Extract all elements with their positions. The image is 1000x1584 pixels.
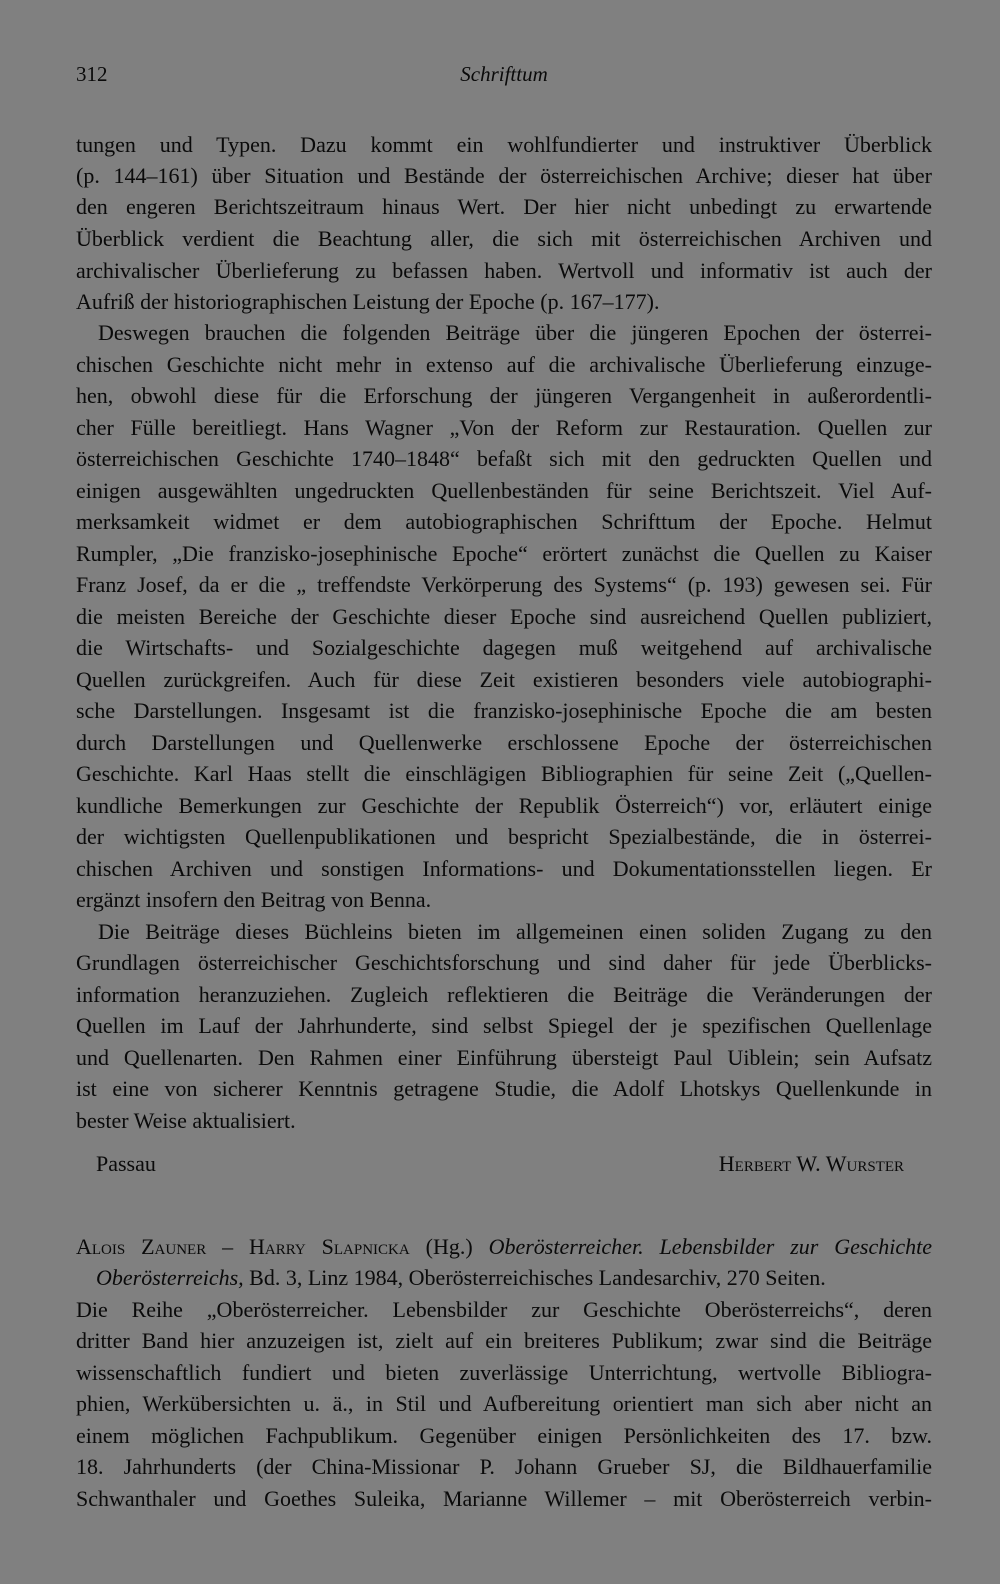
review-book-title: Oberösterreicher. Lebensbilder zur Geschichte <box>488 1234 932 1259</box>
text-line: merksamkeit widmet er dem autobiographischen Schrifttum der Epoche. Helmut <box>76 509 932 534</box>
text-line: durch Darstellungen und Quellenwerke erschlossene Epoche der österreichischen <box>76 730 932 755</box>
text-line: Grundlagen österreichischer Geschichtsforschung und sind daher für jede Überblicks- <box>76 950 932 975</box>
text-line: cher Fülle bereitliegt. Hans Wagner „Von der Reform zur Restauration. Quellen zur <box>76 415 932 440</box>
text-line: tungen und Typen. Dazu kommt ein wohlfundierter und instruktiver Überblick <box>76 132 932 157</box>
text-line: die Wirtschafts- und Sozialgeschichte dagegen muß weitgehend auf archivalische <box>76 635 932 660</box>
page-number: 312 <box>76 62 108 86</box>
text-line: phien, Werkübersichten u. ä., in Stil und Aufbereitung orientiert man sich aber nicht an <box>76 1391 932 1416</box>
text-line: kundliche Bemerkungen zur Geschichte der Republik Österreich“) vor, erläutert einige <box>76 793 932 818</box>
text-line: Schwanthaler und Goethes Suleika, Marianne Willemer – mit Oberösterreich verbin- <box>76 1486 932 1511</box>
running-head <box>76 62 932 92</box>
publication-info: Bd. 3, Linz 1984, Oberösterreichisches Landesarchiv, 270 Seiten. <box>243 1265 826 1290</box>
text-line: den engeren Berichtszeitraum hinaus Wert. Der hier nicht unbedingt zu erwartende <box>76 194 932 219</box>
editor-note: (Hg.) <box>409 1234 489 1259</box>
review-place: Passau <box>96 1151 156 1176</box>
review-authors: Alois Zauner – Harry Slapnicka <box>76 1234 410 1259</box>
text-line: chischen Geschichte nicht mehr in extenso auf die archivalische Überlieferung einzuge- <box>76 352 932 377</box>
text-line: Quellen zurückgreifen. Auch für diese Zeit existieren besonders viele autobiographi- <box>76 667 932 692</box>
text-line: Überblick verdient die Beachtung aller, die sich mit österreichischen Archiven und <box>76 226 932 251</box>
text-line: sche Darstellungen. Insgesamt ist die franzisko-josephinische Epoche die am besten <box>76 698 932 723</box>
text-line: ist eine von sicherer Kenntnis getragene Studie, die Adolf Lhotskys Quellenkunde in <box>76 1076 932 1101</box>
review-book-title-cont: Oberösterreichs, <box>96 1265 244 1290</box>
text-line: information heranzuziehen. Zugleich reflektieren die Beiträge die Veränderungen der <box>76 982 932 1007</box>
text-line: 18. Jahrhunderts (der China-Missionar P. Johann Grueber SJ, die Bildhauerfamilie <box>76 1454 932 1479</box>
paragraph-first-line: Die Beiträge dieses Büchleins bieten im allgemeinen einen soliden Zugang zu den <box>98 919 932 944</box>
text-line: Rumpler, „Die franzisko-josephinische Epoche“ erörtert zunächst die Quellen zu Kaiser <box>76 541 932 566</box>
running-title: Schrifttum <box>460 62 548 86</box>
text-line: Franz Josef, da er die „ treffendste Verkörperung des Systems“ (p. 193) gewesen sei. Für <box>76 572 932 597</box>
text-line: österreichischen Geschichte 1740–1848“ befaßt sich mit den gedruckten Quellen und <box>76 446 932 471</box>
reviewer-signature: Herbert W. Wurster <box>718 1151 904 1176</box>
paragraph-first-line: Deswegen brauchen die folgenden Beiträge über die jüngeren Epochen der österrei- <box>98 320 932 345</box>
text-line: dritter Band hier anzuzeigen ist, zielt auf ein breiteres Publikum; zwar sind die Beiträge <box>76 1328 932 1353</box>
text-line: archivalischer Überlieferung zu befassen haben. Wertvoll und informativ ist auch der <box>76 258 932 283</box>
text-line: Aufriß der historiographischen Leistung der Epoche (p. 167–177). <box>76 289 660 314</box>
review-heading-line <box>76 1232 932 1263</box>
text-line: und Quellenarten. Den Rahmen einer Einführung übersteigt Paul Uiblein; sein Aufsatz <box>76 1045 932 1070</box>
review-heading-line <box>96 1263 932 1294</box>
text-line: hen, obwohl diese für die Erforschung der jüngeren Vergangenheit in außerordentli- <box>76 383 932 408</box>
text-line: ergänzt insofern den Beitrag von Benna. <box>76 887 432 912</box>
text-line: wissenschaftlich fundiert und bieten zuverlässige Unterrichtung, wertvolle Bibliogra- <box>76 1360 932 1385</box>
text-line: Geschichte. Karl Haas stellt die einschlägigen Bibliographien für seine Zeit („Quellen- <box>76 761 932 786</box>
text-line: einigen ausgewählten ungedruckten Quellenbeständen für seine Berichtszeit. Viel Auf- <box>76 478 932 503</box>
text-line: der wichtigsten Quellenpublikationen und bespricht Spezialbestände, die in österrei- <box>76 824 932 849</box>
text-line: die meisten Bereiche der Geschichte dieser Epoche sind ausreichend Quellen publiziert, <box>76 604 932 629</box>
text-line: chischen Archiven und sonstigen Informations- und Dokumentationsstellen liegen. Er <box>76 856 932 881</box>
text-line: einem möglichen Fachpublikum. Gegenüber einigen Persönlichkeiten des 17. bzw. <box>76 1423 932 1448</box>
text-line: (p. 144–161) über Situation und Bestände der österreichischen Archive; dieser hat über <box>76 163 932 188</box>
text-line: Die Reihe „Oberösterreicher. Lebensbilder zur Geschichte Oberösterreichs“, deren <box>76 1297 932 1322</box>
text-line: bester Weise aktualisiert. <box>76 1108 296 1133</box>
text-line: Quellen im Lauf der Jahrhunderte, sind selbst Spiegel der je spezifischen Quellenlage <box>76 1013 932 1038</box>
